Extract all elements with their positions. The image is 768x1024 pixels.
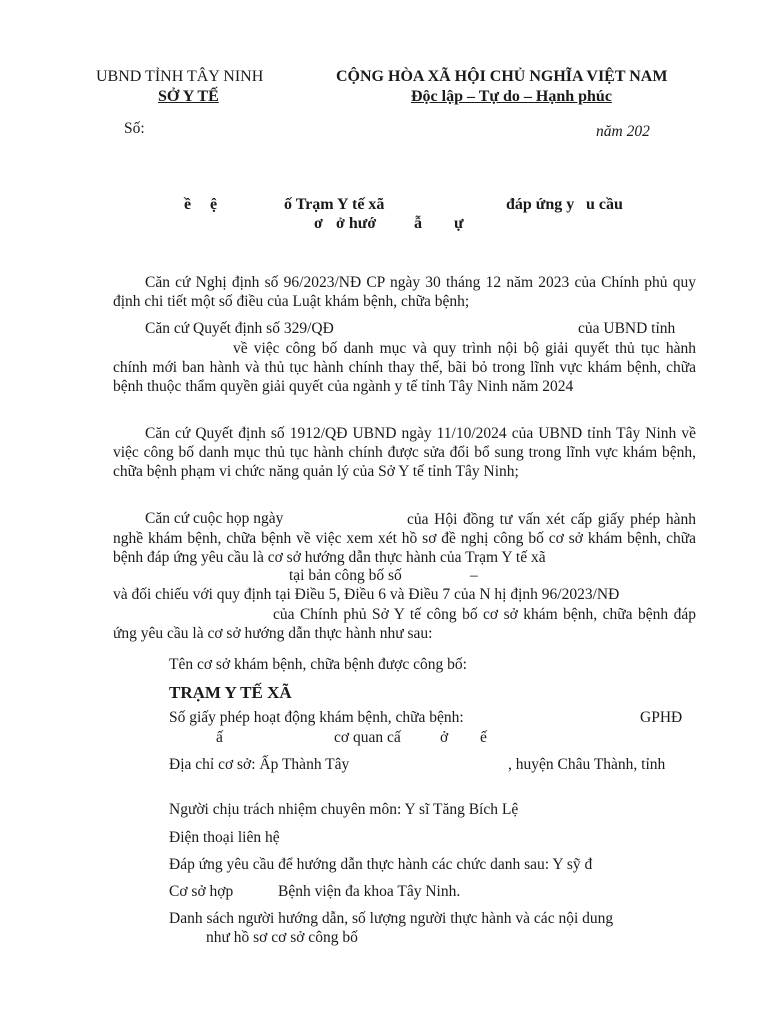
paragraph-regulation-start: và đối chiếu với quy định tại Điều 5, Điều 6 và Điều 7 của N hị định 96/2023/NĐ bbox=[113, 586, 620, 603]
title-fragment-4: đáp ứng y bbox=[506, 196, 575, 213]
meets-requirements: Đáp ứng yêu cầu để hướng dẫn thực hành các chức danh sau: Y sỹ đ bbox=[169, 856, 593, 873]
title-fragment-2: ệ bbox=[210, 196, 218, 213]
paragraph-regulation bbox=[113, 586, 696, 643]
license-sub-4: ế bbox=[480, 729, 487, 746]
license-sub-2: cơ quan cấ bbox=[334, 729, 401, 746]
paragraph-meeting bbox=[113, 510, 696, 567]
title-fragment-6: ơ bbox=[314, 215, 323, 232]
paragraph-text: của Chính phủ Sở Y tế công bố cơ sở khám bệnh, chữa bệnh đáp ứng yêu cầu là cơ sở hướng dẫn thực hành như sau: bbox=[113, 606, 696, 642]
paragraph-text: của Hội đồng tư vấn xét cấp giấy phép hành nghề khám bệnh, chữa bệnh về việc xem xét hồ sơ đề nghị công bố cơ sở khám bệnh, chữa bệnh đáp ứng yêu cầu là cơ sở hướng dẫn thực hành của Trạm Y tế xã bbox=[113, 511, 696, 566]
paragraph-text: về việc công bố danh mục và quy trình nội bộ giải quyết thủ tục hành chính mới ban hành và thủ tục hành chính thay thế, bãi bỏ trong lĩnh vực khám bệnh, chữa bệnh thuộc thẩm quyền giải quyết của ngành y tế tỉnh Tây Ninh năm 2024 bbox=[113, 340, 696, 395]
instructor-list-line-2: như hồ sơ cơ sở công bố bbox=[206, 929, 358, 946]
address-tail: , huyện Châu Thành, tỉnh bbox=[508, 756, 666, 773]
license-sub-3: ở bbox=[440, 729, 449, 746]
title-fragment-9: ự bbox=[454, 215, 464, 232]
license-sub-1: ấ bbox=[216, 729, 223, 746]
paragraph-legal-basis-2-start: Căn cứ Quyết định số 329/QĐ bbox=[145, 320, 334, 337]
instructor-list-line-1: Danh sách người hướng dẫn, số lượng người thực hành và các nội dung bbox=[169, 910, 614, 927]
responsible-person: Người chịu trách nhiệm chuyên môn: Y sĩ Tăng Bích Lệ bbox=[169, 801, 519, 818]
paragraph-legal-basis-1 bbox=[113, 273, 696, 311]
facility-name-label: Tên cơ sở khám bệnh, chữa bệnh được công bố: bbox=[169, 656, 467, 673]
title-fragment-8: ẫ bbox=[414, 215, 422, 232]
title-fragment-7: ở hướ bbox=[336, 215, 377, 232]
partner-hospital: Bệnh viện đa khoa Tây Ninh. bbox=[278, 883, 461, 900]
meeting-date-label: Căn cứ cuộc họp ngày bbox=[145, 510, 284, 527]
paragraph-text: Căn cứ Quyết định số 1912/QĐ UBND ngày 11/10/2024 của UBND tỉnh Tây Ninh về việc công bố danh mục thủ tục hành chính được sửa đổi bổ sung trong lĩnh vực khám bệnh, chữa bệnh phạm vi chức năng quản lý của Sở Y tế tỉnh Tây Ninh; bbox=[113, 425, 696, 480]
paragraph-legal-basis-2 bbox=[113, 339, 696, 396]
paragraph-text: Căn cứ Nghị định số 96/2023/NĐ CP ngày 30 tháng 12 năm 2023 của Chính phủ quy định chi tiết một số điều của Luật khám bệnh, chữa bệnh; bbox=[113, 274, 696, 310]
license-label: Số giấy phép hoạt động khám bệnh, chữa bệnh: bbox=[169, 709, 464, 726]
partner-label: Cơ sở hợp bbox=[169, 883, 234, 900]
issuer-name: UBND TỈNH TÂY NINH bbox=[96, 68, 264, 85]
national-motto: Độc lập – Tự do – Hạnh phúc bbox=[411, 88, 612, 105]
paragraph-legal-basis-3 bbox=[113, 424, 696, 481]
facility-name: TRẠM Y TẾ XÃ bbox=[169, 683, 292, 702]
announcement-number-dash: – bbox=[470, 567, 478, 584]
announcement-number-label: tại bản công bố số bbox=[289, 567, 402, 584]
phone-label: Điện thoại liên hệ bbox=[169, 829, 280, 846]
title-fragment-5: u cầu bbox=[586, 196, 623, 213]
address-label: Địa chỉ cơ sở: Ấp Thành Tây bbox=[169, 756, 350, 773]
license-value: GPHĐ bbox=[640, 709, 683, 726]
document-date: năm 202 bbox=[596, 123, 650, 140]
paragraph-legal-basis-2-authority: của UBND tỉnh bbox=[578, 320, 676, 337]
title-fragment-1: ề bbox=[184, 196, 192, 213]
national-title: CỘNG HÒA XÃ HỘI CHỦ NGHĨA VIỆT NAM bbox=[336, 68, 668, 85]
title-fragment-3: ố Trạm Y tế xã bbox=[284, 196, 385, 213]
department-name: SỞ Y TẾ bbox=[158, 88, 219, 105]
document-number-label: Số: bbox=[124, 120, 145, 137]
